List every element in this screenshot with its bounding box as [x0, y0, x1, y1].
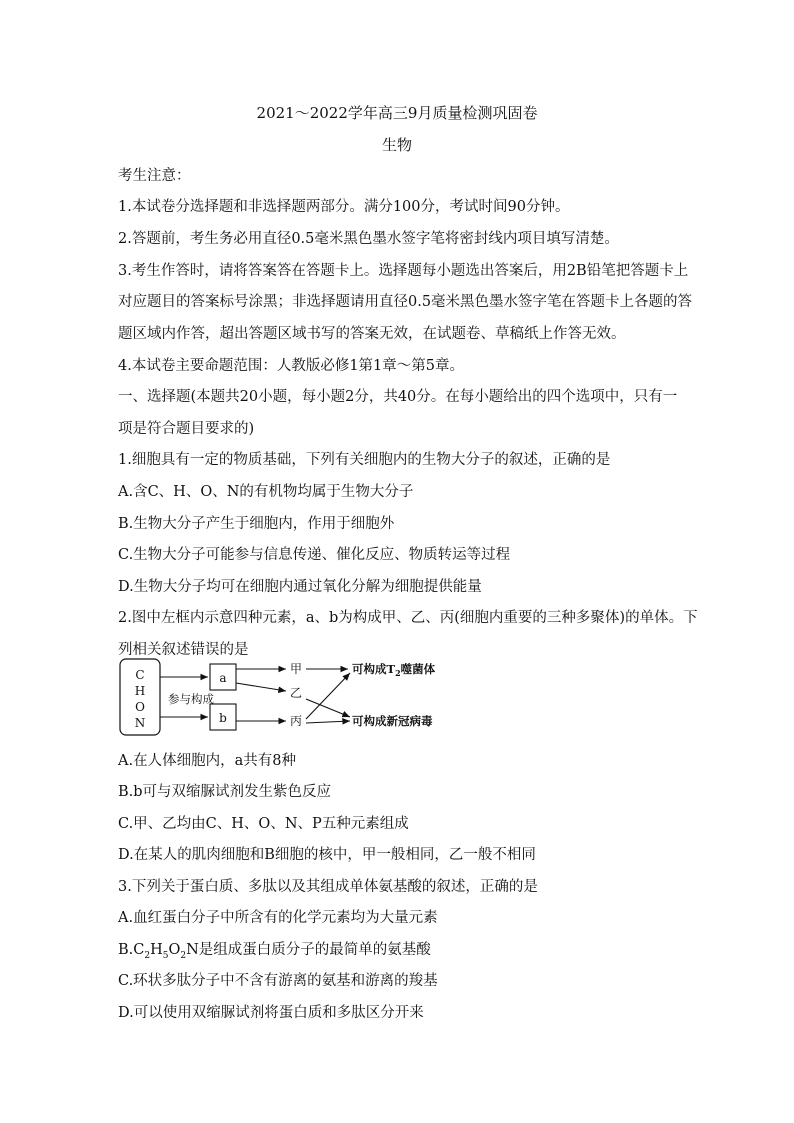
subject-title: 生物: [381, 136, 412, 154]
element-h-label: H: [134, 684, 146, 698]
question-3-option-a: A.血红蛋白分子中所含有的化学元素均为大量元素: [118, 910, 438, 926]
participate-label: 参与构成: [168, 692, 214, 706]
notice-item-1: 1.本试卷分选择题和非选择题两部分。满分100分，考试时间90分钟。: [118, 199, 570, 215]
target-phage-label: 可构成$T_2$噬菌体: [352, 662, 436, 678]
section-heading: 一、选择题(本题共20小题，每小题2分，共40分。在每小题给出的四个选项中，只有一: [118, 389, 678, 405]
question-1-option-b: B.生物大分子产生于细胞内，作用于细胞外: [118, 516, 395, 532]
question-3-option-d: D.可以使用双缩脲试剂将蛋白质和多肽区分开来: [118, 1005, 424, 1021]
polymer-bing-label: 丙: [290, 714, 303, 728]
question-1-option-a: A.含C、H、O、N的有机物均属于生物大分子: [118, 484, 414, 500]
monomer-a-label: a: [219, 671, 227, 685]
arrow-a-to-yi: [236, 683, 286, 691]
exam-title: 2021～2022学年高三9月质量检测巩固卷: [256, 104, 538, 122]
polymer-jia-label: 甲: [290, 662, 303, 676]
notice-item-3-cont2: 题区域内作答，超出答题区域书写的答案无效，在试题卷、草稿纸上作答无效。: [118, 326, 626, 342]
notice-heading: 考生注意：: [118, 168, 191, 184]
notice-item-4: 4.本试卷主要命题范围：人教版必修1第1章～第5章。: [118, 358, 465, 374]
polymer-yi-label: 乙: [290, 686, 303, 700]
question-2-option-d: D.在某人的肌肉细胞和B细胞的核中，甲一般相同，乙一般不相同: [118, 847, 536, 863]
question-3-option-b: $B.C_2H_5O_2N$是组成蛋白质分子的最简单的氨基酸: [118, 942, 431, 961]
question-2-option-b: B.b可与双缩脲试剂发生紫色反应: [118, 784, 332, 800]
question-1-option-c: C.生物大分子可能参与信息传递、催化反应、物质转运等过程: [118, 547, 511, 563]
question-3-option-c: C.环状多肽分子中不含有游离的氨基和游离的羧基: [118, 973, 438, 989]
question-2-stem: 2.图中左框内示意四种元素，a、b为构成甲、乙、丙(细胞内重要的三种多聚体)的单体。下: [118, 610, 698, 626]
question-3-stem: 3.下列关于蛋白质、多肽以及其组成单体氨基酸的叙述，正确的是: [118, 879, 538, 895]
section-heading-cont: 项是符合题目要求的): [118, 421, 255, 437]
notice-item-3: 3.考生作答时，请将答案答在答题卡上。选择题每小题选出答案后，用2B铅笔把答题卡上: [118, 263, 689, 279]
arrow-yi-to-virus: [306, 699, 350, 717]
arrow-bing-to-phage: [306, 673, 350, 719]
notice-item-3-cont: 对应题目的答案标号涂黑；非选择题请用直径0.5毫米黑色墨水签字笔在答题卡上各题的答: [118, 294, 693, 310]
arrow-bing-to-virus: [306, 721, 350, 723]
question-1-option-d: D.生物大分子均可在细胞内通过氧化分解为细胞提供能量: [118, 579, 482, 595]
monomer-b-label: b: [219, 711, 227, 725]
notice-item-2: 2.答题前，考生务必用直径0.5毫米黑色墨水签字笔将密封线内项目填写清楚。: [118, 231, 619, 247]
element-composition-diagram: [118, 657, 448, 737]
element-o-label: O: [135, 700, 145, 714]
element-n-label: N: [134, 716, 146, 730]
question-1-stem: 1.细胞具有一定的物质基础，下列有关细胞内的生物大分子的叙述，正确的是: [118, 452, 611, 468]
element-c-label: C: [135, 668, 145, 682]
target-virus-label: 可构成新冠病毒: [352, 714, 433, 728]
question-2-stem-cont: 列相关叙述错误的是: [118, 642, 249, 658]
question-2-option-c: C.甲、乙均由C、H、O、N、P五种元素组成: [118, 816, 409, 832]
question-2-option-a: A.在人体细胞内，a共有8种: [118, 753, 296, 769]
